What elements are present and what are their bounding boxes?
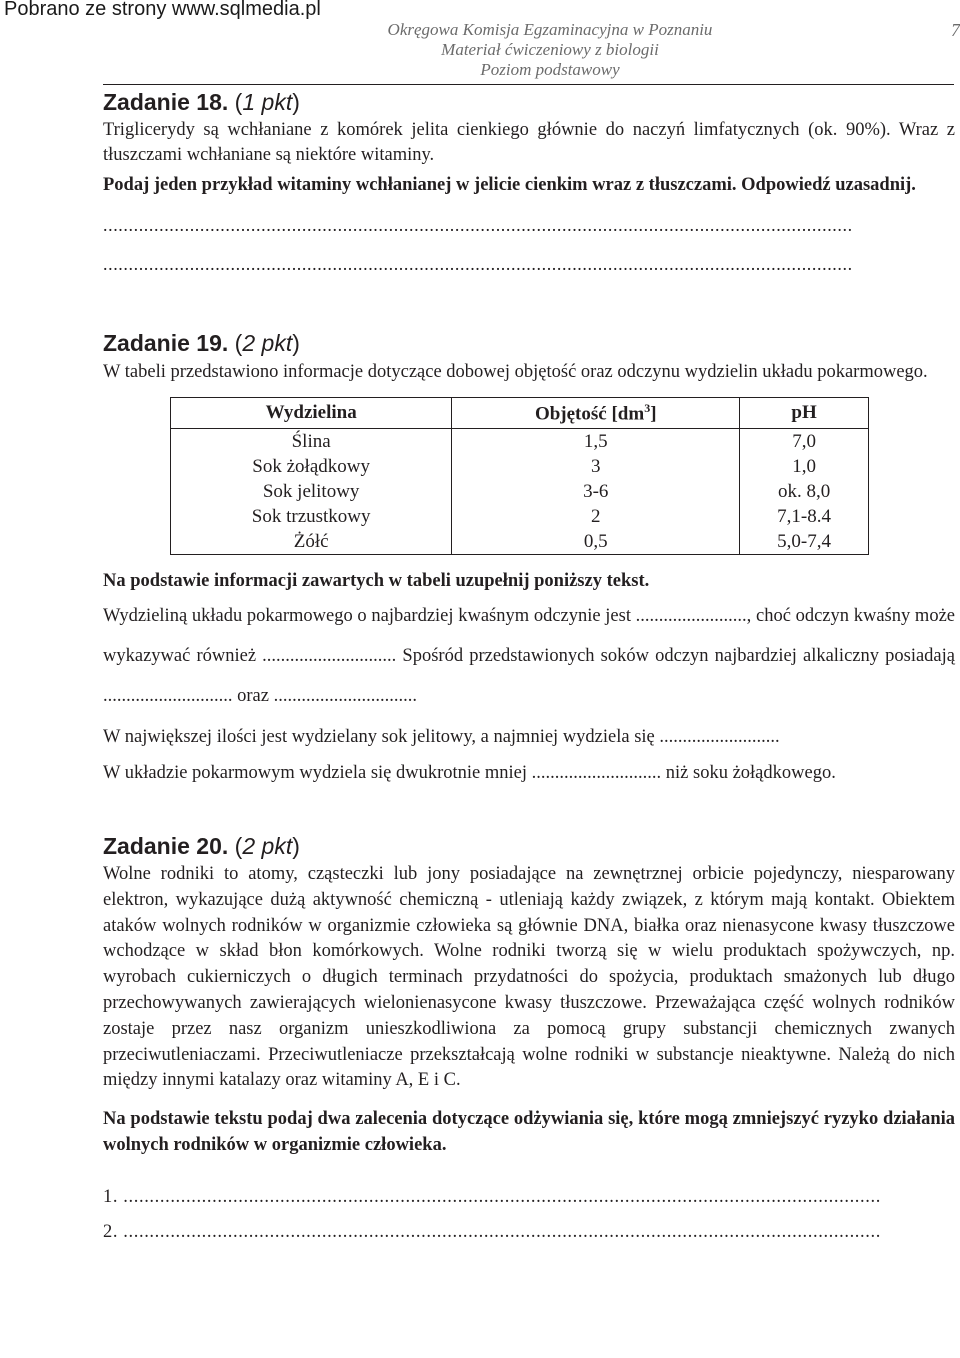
table-row xyxy=(171,429,869,455)
task-18-intro: Triglicerydy są wchłaniane z komórek jelita cienkiego głównie do naczyń limfatycznych (ok. 90%). Wraz z tłuszczami wchłaniane są niektóre witaminy. xyxy=(103,120,955,165)
header-material: Materiał ćwiczeniowy z biologii xyxy=(441,40,659,59)
page-header xyxy=(300,20,800,80)
header-institution: Okręgowa Komisja Egzaminacyjna w Poznaniu xyxy=(387,20,713,39)
table-row xyxy=(171,504,869,529)
task-20-command: Na podstawie tekstu podaj dwa zalecenia dotyczące odżywiania się, które mogą zmniejszyć ryzyko działania wolnych rodników w organizmie człowieka. xyxy=(103,1109,955,1156)
task-20-answer-2[interactable]: 2. ................................................................................................................................................. xyxy=(103,1222,881,1243)
page-number: 7 xyxy=(951,20,960,40)
task-19-intro: W tabeli przedstawiono informacje dotyczące dobowej objętość oraz odczynu wydzielin układu pokarmowego. xyxy=(103,362,928,382)
cell-volume: 3-6 xyxy=(452,479,740,504)
cell-volume: 1,5 xyxy=(452,429,740,455)
cell-secretion: Sok żołądkowy xyxy=(171,454,452,479)
task-18-title: Zadanie 18. (1 pkt) xyxy=(103,89,300,115)
task-19-label: Zadanie 19. xyxy=(103,330,229,356)
table-row xyxy=(171,454,869,479)
task-19-fill-paragraph[interactable]: Wydzieliną układu pokarmowego o najbardziej kwaśnym odczynie jest ........................, choć odczyn kwaśny może wykazywać również ............................. Spośród przedstawionych soków odczyn najbardziej alkaliczny posiadają ............................ oraz ............................... xyxy=(103,606,955,706)
task-19-fill-line-half[interactable]: W układzie pokarmowym wydziela się dwukrotnie mniej ............................ niż soku żołądkowego. xyxy=(103,763,836,783)
task-19-title: Zadanie 19. (2 pkt) xyxy=(103,330,300,356)
task-20-label: Zadanie 20. xyxy=(103,833,229,859)
cell-ph: 7,1-8.4 xyxy=(740,504,869,529)
task-19-command: Na podstawie informacji zawartych w tabeli uzupełnij poniższy tekst. xyxy=(103,571,650,591)
table-header-row xyxy=(171,398,869,429)
task-20-points: 2 pkt xyxy=(242,833,293,859)
task-18-answer-line-1[interactable]: ................................................................................................................................................... xyxy=(103,215,853,235)
task-18-label: Zadanie 18. xyxy=(103,89,229,115)
task-18-answer-line-2[interactable]: ................................................................................................................................................... xyxy=(103,254,853,274)
watermark: Pobrano ze strony www.sqlmedia.pl xyxy=(4,0,321,20)
task-19-points: 2 pkt xyxy=(242,330,293,356)
task-18-points: 1 pkt xyxy=(242,89,293,115)
task-18-command: Podaj jeden przykład witaminy wchłanianej w jelicie cienkim wraz z tłuszczami. Odpowiedź uzasadnij. xyxy=(103,175,916,195)
header-divider xyxy=(103,84,954,85)
cell-volume: 0,5 xyxy=(452,529,740,555)
cell-ph: 7,0 xyxy=(740,429,869,455)
column-header-volume: Objętość $[dm^3]$ xyxy=(452,398,740,429)
page-content xyxy=(103,88,955,1246)
cell-volume: 3 xyxy=(452,454,740,479)
task-20-answer-1[interactable]: 1. ................................................................................................................................................. xyxy=(103,1187,881,1208)
table-row xyxy=(171,529,869,555)
task-19-fill-line-smallest[interactable]: W największej ilości jest wydzielany sok jelitowy, a najmniej wydziela się .......................... xyxy=(103,727,780,747)
cell-secretion: Żółć xyxy=(171,529,452,555)
header-level: Poziom podstawowy xyxy=(480,60,620,79)
cell-secretion: Sok trzustkowy xyxy=(171,504,452,529)
task-20 xyxy=(103,832,955,1246)
cell-ph: ok. 8,0 xyxy=(740,479,869,504)
table-row xyxy=(171,479,869,504)
cell-secretion: Ślina xyxy=(171,429,452,455)
cell-secretion: Sok jelitowy xyxy=(171,479,452,504)
task-19 xyxy=(103,329,955,788)
column-header-ph: pH xyxy=(740,398,869,429)
cell-ph: 5,0-7,4 xyxy=(740,529,869,555)
cell-ph: 1,0 xyxy=(740,454,869,479)
task-18 xyxy=(103,88,955,275)
secretions-table xyxy=(170,397,869,555)
column-header-secretion: Wydzielina xyxy=(171,398,452,429)
cell-volume: 2 xyxy=(452,504,740,529)
task-20-title: Zadanie 20. (2 pkt) xyxy=(103,833,300,859)
task-20-intro: Wolne rodniki to atomy, cząsteczki lub jony posiadające na zewnętrznej orbicie pojedynczy, niesparowany elektron, wykazujące dużą aktywność chemiczną - utleniają każdy związek, z którym mają kontakt. Obiektem ataków wolnych rodników w organizmie człowieka są głównie DNA, białka oraz nienasycone kwasy tłuszczowe wchodzące w skład błon komórkowych. Wolne rodniki tworzą się w wielu produktach spożywczych, np. wyrobach cukierniczych o długich terminach przydatności do spożycia, produktach smażonych lub długo przechowywanych zawierających wielonienasycone kwasy tłuszczowe. Przeważająca część wolnych rodników zostaje przez nasz organizm unieszkodliwiona za pomocą grupy substancji chemicznych zwanych przeciwutleniaczami. Przeciwutleniacze przekształcają wolne rodniki w substancje nieaktywne. Należą do nich między innymi katalazy oraz witaminy A, E i C. xyxy=(103,864,955,1091)
